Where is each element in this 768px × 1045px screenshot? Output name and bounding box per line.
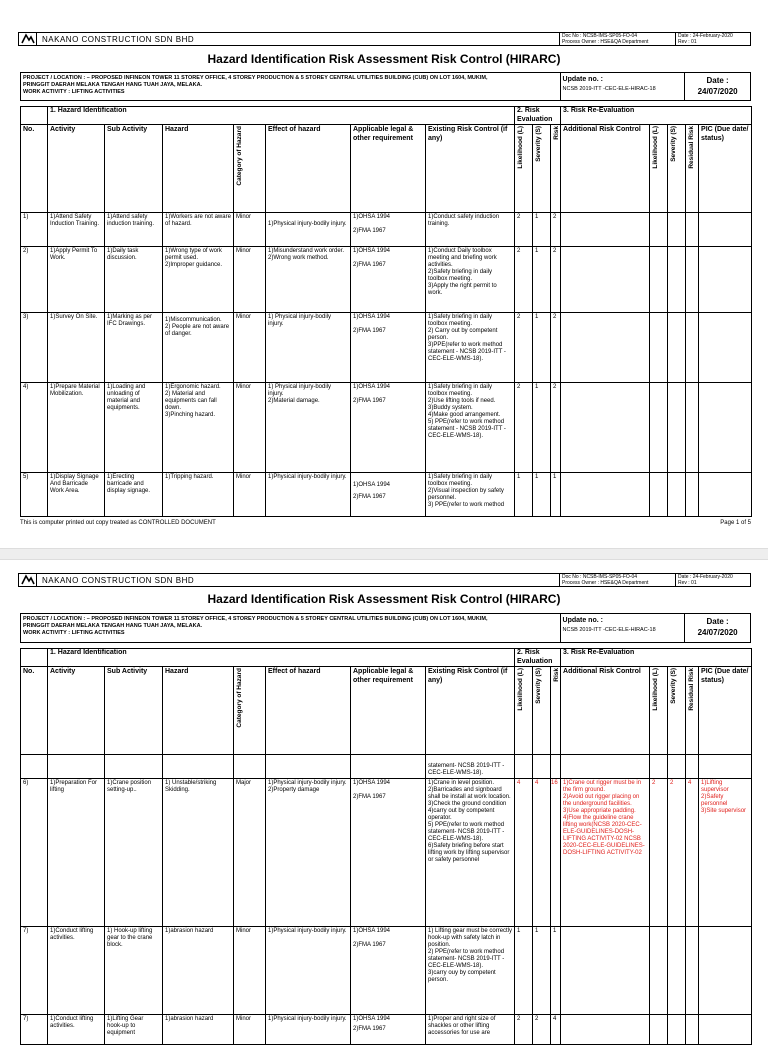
doc-date-info: Date : 24-February-2020 Rev : 01 <box>678 574 733 586</box>
table-row: 3) 1)Survey On Site. 1)Marking as per IFC Drawings. 1)Miscommunication. 2) People are not aware of danger. Minor 1) Physical injury-bodily injury. 1)OHSA 1994 2)FMA 1967 1)Safety briefing in daily toolbox meeting. 2) Carry out by competent person. 3)PPE(refer to work method statement - NCSB 2019-ITT -CEC-ELE-WMS-18). 2 1 2 <box>21 313 752 383</box>
page-footer <box>20 520 751 526</box>
section-risk-evaluation: 2. Risk Evaluation <box>515 649 561 667</box>
footer-note: This is computer printed out copy treated as CONTROLLED DOCUMENT <box>20 520 216 526</box>
table-row: 4) 1)Prepare Material Mobilization. 1)Loading and unloading of material and equipments. 1)Ergonomic hazard. 2) Material and equipments can fall down. 3)Pinching hazard. Minor 1) Physical injury-bodily injury. 2)Material damage. 1)OHSA 1994 2)FMA 1967 1)Safety briefing in daily toolbox meeting. 2)Use lifting tools if need. 3)Buddy system. 4)Make good arrangement. 5) PPE(refer to work method statement - NCSB 2019-ITT -CEC-ELE-WMS-18). 2 1 2 <box>21 383 752 473</box>
document-page-2 <box>0 561 768 1036</box>
table-row: statement- NCSB 2019-ITT -CEC-ELE-WMS-18). <box>21 755 752 779</box>
company-header <box>18 32 751 46</box>
table-row: 2) 1)Apply Permit To Work. 1)Daily task discussion. 1)Wrong type of work permit used. 2)Improper guidance. Minor 1)Misunderstand work order. 2)Wrong work method. 1)OHSA 1994 2)FMA 1967 1)Conduct Daily toolbox meeting and briefing work activities. 2)Safety briefing in daily toolbox meeting. 3)Apply the right permit to work. 2 1 2 <box>21 247 752 313</box>
table-row: 7) 1)Conduct lifting activities. 1) Hook-up lifting gear to the crane block. 1)abrasion hazard Minor 1)Physical injury-bodily injury. 1)OHSA 1994 2)FMA 1967 1) Lifting gear must be correctly hook-up with safety latch in position. 2) PPE(refer to work method statement- NCSB 2019-ITT -CEC-ELE-WMS-18). 3)carry ouy by competent person. 1 1 1 <box>21 927 752 1015</box>
table-row: 7) 1)Conduct lifting activities. 1)Lifting Gear hook-up to equipment 1)abrasion hazard Minor 1)Physical injury-bodily injury. 1)OHSA 1994 2)FMA 1967 1)Proper and right size of shackles or other lifting accessories for use are 2 2 4 <box>21 1015 752 1045</box>
hirarc-table-page-1 <box>20 106 752 517</box>
table-row: 1) 1)Attend Safety Induction Training. 1)Attend safety induction training. 1)Workers are not aware of hazard. Minor 1)Physical injury-bodily injury. 1)OHSA 1994 2)FMA 1967 1)Conduct safety induction training. 2 1 2 <box>21 213 752 247</box>
section-risk-evaluation: 2. Risk Evaluation <box>515 107 561 125</box>
doc-info: Doc No : NCSB-IMS-SP05-FO-04 Process Owner : HSE&QA Department <box>560 33 676 45</box>
table-row: 6) 1)Preparation For lifting 1)Crane position setting-up.. 1) Unstable/striking Skidding. Major 1)Physical injury-bodily injury. 2)Property damage 1)OHSA 1994 2)FMA 1967 1)Crane in level position. 2)Barricades and signboard shall be install at work location. 3)Check the ground condition 4)carry out by competent operator. 5) PPE(refer to work method statement- NCSB 2019-ITT -CEC-ELE-WMS-18). 6)Safety briefing before start lifting work by lifting supervisor or safety personnel 4 4 16 1)Crane out rigger must be in the firm ground. 2)Avoid out rigger placing on the underground facilities. 3)Use appropriate padding. 4)Flow the guideline crane lifting work(NCSB 2020-CEC-ELE-GUIDELINES-DOSH-LIFTING ACTIVITY-02 NCSB 2020-CEC-ELE-GUIDELINES-DOSH-LIFTING ACTIVITY-02 2 2 4 1)Lifting supervisor 2)Safety personnel 3)Site supervisor <box>21 779 752 927</box>
section-risk-reevaluation: 3. Risk Re-Evaluation <box>561 107 752 125</box>
header-row: No. Activity Sub Activity Hazard Category of Hazard Effect of hazard Applicable legal & other requirement Existing Risk Control (if any) Likelihood (L) Severity (S) Risk Additional Risk Control Likelihood (L) Severity (S) Residual Risk PIC (Due date/ status) <box>21 667 752 755</box>
section-risk-reevaluation: 3. Risk Re-Evaluation <box>561 649 752 667</box>
table-row: 5) 1)Display Signage And Barricade Work Area. 1)Erecting barricade and display signage. 1)Tripping hazard. Minor 1)Physical injury-bodily injury. 1)OHSA 1994 2)FMA 1967 1)Safety briefing in daily toolbox meeting. 2)Visual inspection by safety personnel. 3) PPE(refer to work method 1 1 1 <box>21 473 752 517</box>
project-info: PROJECT / LOCATION : – PROPOSED INFINEON TOWER 11 STOREY OFFICE, 4 STOREY PRODUCTION & 5 STOREY CENTRAL UTILITIES BUILDING (CUB) ON LOT 1604, MUKIM, PRINGGIT DAERAH MELAKA TENGAH HANG TUAH JAYA, MELAKA. WORK ACTIVITY : LIFTING ACTIVITIES Update no. : NCSB 2019-ITT -CEC-ELE-HIRAC-18 Date : 24/07/2020 <box>20 613 751 643</box>
company-logo-icon <box>19 574 37 586</box>
company-header <box>18 573 751 587</box>
doc-info: Doc No : NCSB-IMS-SP05-FO-04 Process Owner : HSE&QA Department <box>560 574 676 586</box>
header-row: No. Activity Sub Activity Hazard Category of Hazard Effect of hazard Applicable legal & other requirement Existing Risk Control (if any) Likelihood (L) Severity (S) Risk Additional Risk Control Likelihood (L) Severity (S) Residual Risk PIC (Due date/ status) <box>21 125 752 213</box>
page-separator <box>0 548 768 560</box>
section-hazard-identification: 1. Hazard Identification <box>48 649 515 667</box>
company-logo-icon <box>19 33 37 45</box>
page-title: Hazard Identification Risk Assessment Risk Control (HIRARC) <box>207 592 561 606</box>
project-info: PROJECT / LOCATION : – PROPOSED INFINEON TOWER 11 STOREY OFFICE, 4 STOREY PRODUCTION & 5 STOREY CENTRAL UTILITIES BUILDING (CUB) ON LOT 1604, MUKIM, PRINGGIT DAERAH MELAKA TENGAH HANG TUAH JAYA, MELAKA. WORK ACTIVITY : LIFTING ACTIVITIES Update no. : NCSB 2019-ITT -CEC-ELE-HIRAC-18 Date : 24/07/2020 <box>20 72 751 101</box>
section-hazard-identification: 1. Hazard Identification <box>48 107 515 125</box>
page-number: Page 1 of 5 <box>720 520 751 526</box>
hirarc-table-page-2 <box>20 648 752 1045</box>
company-name: NAKANO CONSTRUCTION SDN BHD <box>37 574 560 586</box>
doc-date-info: Date : 24-February-2020 Rev : 01 <box>678 33 733 45</box>
company-name: NAKANO CONSTRUCTION SDN BHD <box>37 33 560 45</box>
page-title: Hazard Identification Risk Assessment Risk Control (HIRARC) <box>207 52 561 66</box>
